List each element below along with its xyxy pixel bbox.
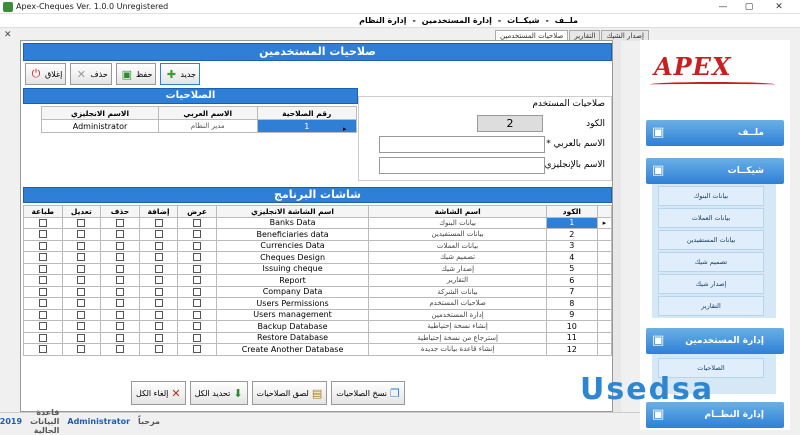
- permission-checkbox[interactable]: [39, 299, 47, 307]
- screen-code-cell: 3: [546, 240, 597, 252]
- permission-checkbox[interactable]: [116, 265, 124, 273]
- paste-icon: ▤: [311, 386, 323, 400]
- screen-en-cell: Users Permissions: [216, 298, 368, 310]
- screen-code-cell: 7: [546, 286, 597, 298]
- permission-checkbox[interactable]: [116, 334, 124, 342]
- folder-icon: ▣: [652, 125, 665, 140]
- permission-checkbox[interactable]: [77, 288, 85, 296]
- permission-checkbox[interactable]: [193, 219, 201, 227]
- permission-checkbox[interactable]: [193, 311, 201, 319]
- close-tab-icon[interactable]: ✕: [4, 30, 12, 40]
- nav-issue-cheque[interactable]: إصدار شيك: [658, 274, 764, 294]
- tab-issue-cheque[interactable]: إصدار الشيك: [601, 30, 648, 41]
- permission-checkbox[interactable]: [155, 265, 163, 273]
- permission-checkbox[interactable]: [39, 276, 47, 284]
- screen-ar-cell: بيانات البنوك: [369, 217, 547, 229]
- table-row[interactable]: [24, 321, 612, 333]
- permission-checkbox[interactable]: [193, 345, 201, 353]
- screen-en-cell: Create Another Database: [216, 344, 368, 356]
- screen-en-cell: Currencies Data: [216, 240, 368, 252]
- col-ar-name: الاسم العربي: [159, 107, 257, 120]
- screen-ar-cell: بيانات العملات: [369, 240, 547, 252]
- nav-currencies[interactable]: بيانات العملات: [658, 208, 764, 228]
- screen-ar-cell: بيانات الشركة: [369, 286, 547, 298]
- permission-checkbox[interactable]: [193, 299, 201, 307]
- permission-checkbox[interactable]: [39, 253, 47, 261]
- menu-cheques[interactable]: شيكــات: [507, 16, 540, 25]
- permission-checkbox[interactable]: [193, 265, 201, 273]
- permission-checkbox[interactable]: [193, 288, 201, 296]
- power-icon: ⏻: [31, 67, 41, 80]
- permission-checkbox[interactable]: [116, 276, 124, 284]
- permission-checkbox[interactable]: [116, 230, 124, 238]
- nav-banks[interactable]: بيانات البنوك: [658, 186, 764, 206]
- permission-checkbox[interactable]: [77, 230, 85, 238]
- permission-checkbox[interactable]: [77, 242, 85, 250]
- x-icon: ✕: [76, 67, 86, 81]
- screen-code-cell: 5: [546, 263, 597, 275]
- permission-checkbox[interactable]: [77, 345, 85, 353]
- paste-permissions-button[interactable]: لصق الصلاحيات ▤: [252, 381, 328, 405]
- col-add: إضافة: [139, 206, 178, 218]
- permission-checkbox[interactable]: [116, 288, 124, 296]
- screen-ar-cell: بيانات المستفيدين: [369, 229, 547, 241]
- permission-checkbox[interactable]: [193, 253, 201, 261]
- screen-ar-cell: صلاحيات المستخدم: [369, 298, 547, 310]
- toolbar: [25, 63, 200, 85]
- permission-checkbox[interactable]: [39, 230, 47, 238]
- check-icon: ⬇: [233, 386, 243, 400]
- permission-checkbox[interactable]: [77, 299, 85, 307]
- bottom-actions: [131, 381, 405, 405]
- status-db-label: قاعدة البيانات الحالية: [30, 408, 60, 435]
- code-label: الكود: [586, 119, 605, 129]
- permission-checkbox[interactable]: [77, 276, 85, 284]
- screen-ar-cell: تصميم شيك: [369, 252, 547, 264]
- nav-reports[interactable]: التقارير: [658, 296, 764, 316]
- user-section-title: صلاحيات المستخدم: [532, 99, 605, 109]
- side-scrollbar[interactable]: [790, 28, 800, 430]
- permission-checkbox[interactable]: [155, 288, 163, 296]
- screen-code-cell: 10: [546, 321, 597, 333]
- screen-ar-cell: إصدار شيك: [369, 263, 547, 275]
- table-row[interactable]: [24, 344, 612, 356]
- nav-cheque-design[interactable]: تصميم شيك: [658, 252, 764, 272]
- maximize-button[interactable]: ▢: [744, 2, 754, 12]
- table-row[interactable]: [24, 332, 612, 344]
- screen-code-cell: 6: [546, 275, 597, 287]
- screen-en-cell: Company Data: [216, 286, 368, 298]
- screen-ar-cell: إنشاء قاعدة بيانات جديدة: [369, 344, 547, 356]
- permission-checkbox[interactable]: [116, 219, 124, 227]
- table-row[interactable]: [24, 298, 612, 310]
- screen-code-cell: 2: [546, 229, 597, 241]
- clear-icon: ✕: [171, 386, 181, 400]
- permissions-section-title: الصلاحيات: [23, 88, 358, 104]
- permission-checkbox[interactable]: [116, 345, 124, 353]
- permissions-form: [20, 40, 613, 412]
- cheque-icon: ▣: [652, 163, 665, 178]
- permission-checkbox[interactable]: [39, 311, 47, 319]
- col-edit: تعديل: [62, 206, 101, 218]
- permission-checkbox[interactable]: [193, 276, 201, 284]
- menu-file[interactable]: ملــف: [554, 16, 578, 25]
- code-field[interactable]: 2: [477, 115, 543, 132]
- status-user: Administrator: [67, 417, 131, 426]
- screen-code-cell: 1: [546, 217, 597, 229]
- permission-checkbox[interactable]: [77, 219, 85, 227]
- nav-permissions[interactable]: الصلاحيات: [658, 358, 764, 378]
- app-icon: [3, 2, 13, 12]
- main-scrollbar[interactable]: [613, 40, 621, 412]
- nav-group-system[interactable]: ▣ إدارة النظــام: [646, 402, 784, 428]
- permission-checkbox[interactable]: [193, 230, 201, 238]
- table-row[interactable]: [24, 252, 612, 264]
- permission-checkbox[interactable]: [155, 345, 163, 353]
- arabic-name-field[interactable]: [379, 136, 545, 153]
- permission-checkbox[interactable]: [155, 253, 163, 261]
- status-bar: [0, 408, 640, 435]
- permission-checkbox[interactable]: [116, 311, 124, 319]
- screen-en-cell: Banks Data: [216, 217, 368, 229]
- table-row[interactable]: [24, 229, 612, 241]
- table-row[interactable]: [24, 309, 612, 321]
- select-all-button[interactable]: تحديد الكل ⬇: [190, 381, 248, 405]
- screen-en-cell: Report: [216, 275, 368, 287]
- screen-code-cell: 9: [546, 309, 597, 321]
- col-perm-no: رقم الصلاحية: [257, 107, 357, 120]
- arabic-name-label: الاسم بالعربي *: [546, 139, 605, 149]
- table-row[interactable]: [24, 275, 612, 287]
- logo-swoosh: [650, 82, 775, 87]
- col-print: طباعة: [24, 206, 63, 218]
- title-bar: [0, 0, 800, 14]
- english-name-field[interactable]: [379, 157, 545, 174]
- permission-checkbox[interactable]: [116, 322, 124, 330]
- tab-reports[interactable]: التقارير: [569, 30, 600, 41]
- watermark-logo: Usedsa: [580, 372, 715, 407]
- col-code: الكود: [546, 206, 597, 218]
- users-icon: ▣: [652, 333, 665, 348]
- permission-checkbox[interactable]: [155, 276, 163, 284]
- screens-section-title: شاشات البرنامج: [23, 187, 612, 203]
- col-view: عرض: [178, 206, 217, 218]
- menu-system[interactable]: إدارة النظام: [359, 16, 407, 25]
- permission-checkbox[interactable]: [193, 334, 201, 342]
- permission-checkbox[interactable]: [77, 322, 85, 330]
- permission-checkbox[interactable]: [155, 219, 163, 227]
- screen-en-cell: Users management: [216, 309, 368, 321]
- permission-checkbox[interactable]: [155, 299, 163, 307]
- english-name-label: الاسم بالإنجليزي: [544, 160, 605, 170]
- permission-checkbox[interactable]: [39, 322, 47, 330]
- permission-checkbox[interactable]: [39, 219, 47, 227]
- screen-en-cell: Restore Database: [216, 332, 368, 344]
- user-info-box: [358, 96, 612, 181]
- nav-group-file[interactable]: ▣ ملــف: [646, 120, 784, 146]
- status-db: 2019: [0, 417, 23, 426]
- permission-checkbox[interactable]: [39, 345, 47, 353]
- permission-checkbox[interactable]: [116, 299, 124, 307]
- screen-ar-cell: إدارة المستخدمين: [369, 309, 547, 321]
- page-title: صلاحيات المستخدمين: [23, 43, 612, 61]
- col-screen-ar: اسم الشاشة: [369, 206, 547, 218]
- save-icon: ▣: [121, 67, 133, 81]
- system-icon: ▣: [652, 407, 665, 422]
- screen-ar-cell: إنشاء نسخة إحتياطية: [369, 321, 547, 333]
- close-window-button[interactable]: ✕: [775, 2, 783, 12]
- new-doc-icon: ✚: [166, 67, 177, 81]
- col-screen-en: اسم الشاشة الانجليزي: [216, 206, 368, 218]
- table-row[interactable]: [24, 286, 612, 298]
- permission-checkbox[interactable]: [77, 334, 85, 342]
- permission-checkbox[interactable]: [39, 334, 47, 342]
- screen-ar-cell: التقارير: [369, 275, 547, 287]
- menu-users[interactable]: إدارة المستخدمين: [421, 16, 492, 25]
- screen-en-cell: Backup Database: [216, 321, 368, 333]
- permission-checkbox[interactable]: [77, 311, 85, 319]
- copy-permissions-button[interactable]: نسخ الصلاحيات ❐: [331, 381, 405, 405]
- window-title: Apex-Cheques Ver. 1.0.0 Unregistered: [16, 2, 169, 11]
- screen-code-cell: 11: [546, 332, 597, 344]
- permission-checkbox[interactable]: [155, 311, 163, 319]
- table-row[interactable]: [24, 263, 612, 275]
- permission-checkbox[interactable]: [155, 242, 163, 250]
- permission-checkbox[interactable]: [39, 242, 47, 250]
- table-row[interactable]: Banks Data بيانات البنوك 1 ▸: [24, 217, 612, 229]
- permission-checkbox[interactable]: [39, 265, 47, 273]
- screen-ar-cell: إسترجاع من نسخة إحتياطية: [369, 332, 547, 344]
- permission-checkbox[interactable]: [155, 334, 163, 342]
- nav-group-users[interactable]: ▣ إدارة المستخدمين: [646, 328, 784, 354]
- copy-icon: ❐: [390, 386, 400, 400]
- table-row[interactable]: [24, 240, 612, 252]
- screens-table: [23, 205, 612, 356]
- row-pointer-icon: ▸: [343, 125, 347, 133]
- tab-user-permissions[interactable]: صلاحيات المستخدمين: [495, 30, 568, 41]
- delete-button[interactable]: ✕ حذف: [70, 63, 111, 85]
- screen-code-cell: 12: [546, 344, 597, 356]
- unselect-all-button[interactable]: إلغاء الكل ✕: [131, 381, 186, 405]
- permission-checkbox[interactable]: [116, 242, 124, 250]
- permission-checkbox[interactable]: [39, 288, 47, 296]
- permission-checkbox[interactable]: [155, 322, 163, 330]
- permission-checkbox[interactable]: [116, 253, 124, 261]
- permission-checkbox[interactable]: [193, 242, 201, 250]
- permission-checkbox[interactable]: [155, 230, 163, 238]
- status-welcome: مرحباً: [138, 417, 160, 426]
- col-delete: حذف: [101, 206, 140, 218]
- table-row[interactable]: Administrator مدير النظام 1: [42, 120, 357, 133]
- menu-bar: ملــف - شيكــات - إدارة المستخدمين - إدارة النظام: [0, 14, 800, 28]
- permission-checkbox[interactable]: [77, 265, 85, 273]
- nav-group-cheques[interactable]: ▣ شيكــات: [646, 158, 784, 184]
- close-button[interactable]: ⏻ إغلاق: [25, 63, 66, 85]
- save-button[interactable]: ▣ حفظ: [116, 63, 157, 85]
- minimize-button[interactable]: —: [718, 2, 728, 12]
- permission-checkbox[interactable]: [77, 253, 85, 261]
- screen-en-cell: Issuing cheque: [216, 263, 368, 275]
- new-button[interactable]: ✚ جديد: [160, 63, 200, 85]
- screen-code-cell: 8: [546, 298, 597, 310]
- screen-code-cell: 4: [546, 252, 597, 264]
- screen-en-cell: Beneficiaries data: [216, 229, 368, 241]
- permission-checkbox[interactable]: [193, 322, 201, 330]
- col-en-name: الاسم الانجليزي: [42, 107, 159, 120]
- permissions-table: [41, 106, 357, 133]
- nav-beneficiaries[interactable]: بيانات المستفيدين: [658, 230, 764, 250]
- apex-logo: APEX: [654, 52, 732, 81]
- screen-en-cell: Cheques Design: [216, 252, 368, 264]
